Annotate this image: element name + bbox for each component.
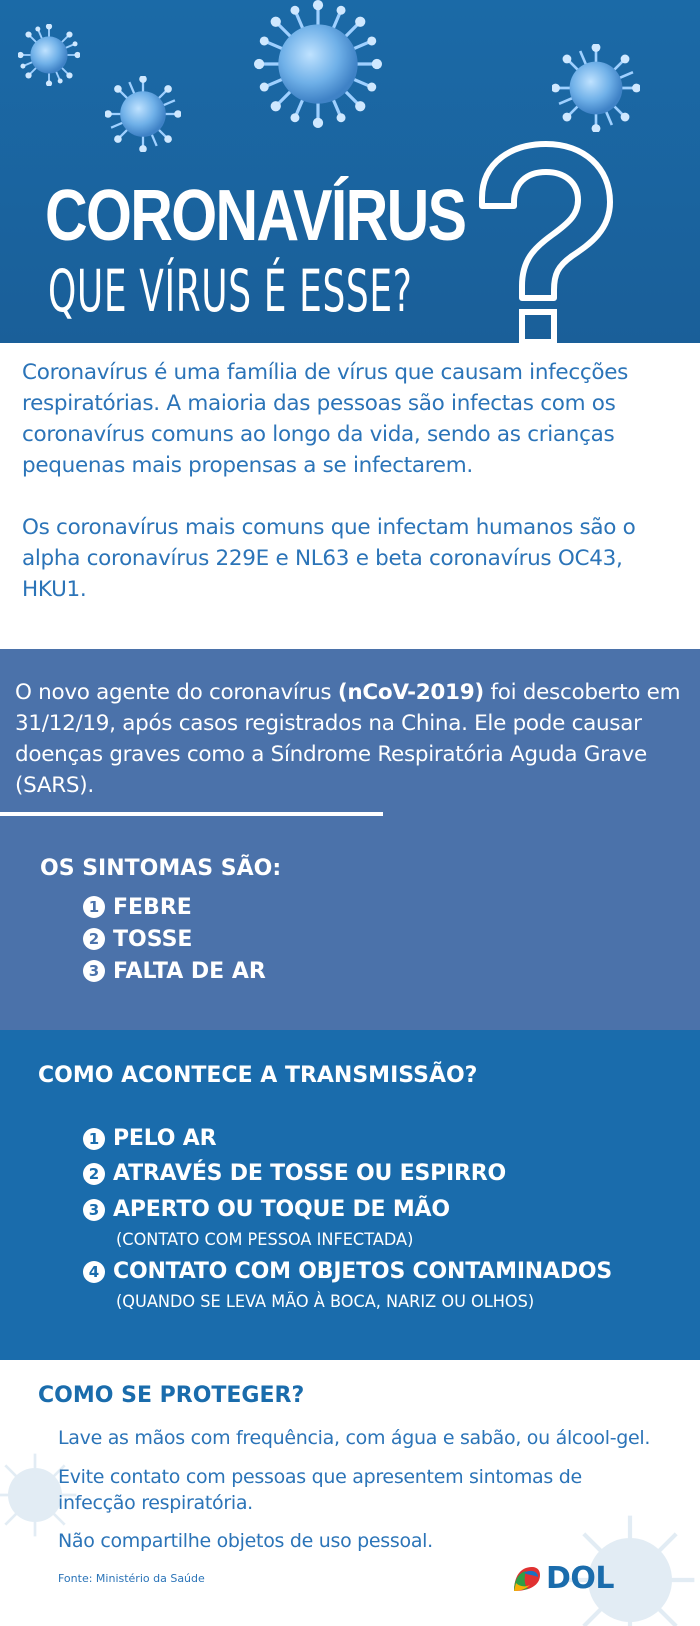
number-badge: 3: [83, 960, 105, 982]
number-badge: 4: [83, 1261, 105, 1283]
intro-section: [0, 343, 700, 649]
divider: [0, 812, 383, 816]
virus-icon: [18, 24, 80, 86]
transmission-label: APERTO OU TOQUE DE MÃO: [113, 1197, 450, 1222]
page-subtitle: QUE VÍRUS É ESSE?: [48, 257, 413, 325]
agent-highlight: (nCoV-2019): [337, 680, 484, 705]
list-item: [83, 1197, 450, 1222]
new-agent-section: [0, 649, 700, 1030]
number-badge: 2: [83, 928, 105, 950]
number-badge: 1: [83, 1128, 105, 1150]
source-note: Fonte: Ministério da Saúde: [58, 1572, 205, 1585]
list-item: [83, 1126, 216, 1151]
virus-icon: [243, 0, 393, 128]
intro-paragraph: Os coronavírus mais comuns que infectam humanos são o alpha coronavírus 229E e NL63 e beta coronavírus OC43, HKU1.: [22, 515, 636, 602]
transmission-section: [0, 1030, 700, 1360]
page-title: CORONAVÍRUS: [45, 176, 466, 256]
agent-text-before: O novo agente do coronavírus: [15, 680, 338, 705]
protect-tip: Evite contato com pessoas que apresentem sintomas de infecção respiratória.: [58, 1466, 582, 1514]
dol-logo: [510, 1561, 614, 1596]
agent-text-after: foi descoberto em 31/12/19, após casos registrados na China. Ele pode causar doenças graves como a Síndrome Respiratória Aguda Grave (SARS).: [15, 680, 681, 798]
virus-icon: [105, 76, 181, 152]
list-item: [83, 891, 266, 923]
dol-logo-icon: [510, 1563, 542, 1595]
transmission-note: (QUANDO SE LEVA MÃO À BOCA, NARIZ OU OLHOS): [116, 1292, 535, 1312]
new-agent-text: [15, 677, 695, 801]
list-item: [83, 1259, 612, 1284]
protect-section: [0, 1360, 700, 1626]
number-badge: 3: [83, 1199, 105, 1221]
protect-title: COMO SE PROTEGER?: [38, 1383, 305, 1408]
protect-tip: Não compartilhe objetos de uso pessoal.: [58, 1530, 433, 1552]
symptom-label: FALTA DE AR: [113, 958, 266, 984]
transmission-title: COMO ACONTECE A TRANSMISSÃO?: [38, 1063, 478, 1088]
virus-icon: [552, 44, 640, 132]
symptom-label: TOSSE: [113, 926, 193, 952]
number-badge: 1: [83, 896, 105, 918]
transmission-label: PELO AR: [113, 1126, 217, 1151]
protect-tip: Lave as mãos com frequência, com água e sabão, ou álcool-gel.: [58, 1427, 651, 1449]
symptoms-list: [83, 891, 266, 987]
transmission-label: CONTATO COM OBJETOS CONTAMINADOS: [113, 1259, 613, 1284]
number-badge: 2: [83, 1163, 105, 1185]
symptom-label: FEBRE: [113, 894, 192, 920]
list-item: [83, 923, 266, 955]
question-mark-icon: [470, 140, 620, 343]
intro-paragraph: Coronavírus é uma família de vírus que causam infecções respiratórias. A maioria das pessoas são infectas com os coronavírus comuns ao longo da vida, sendo as crianças pequenas mais propensas a se infectarem.: [22, 360, 629, 478]
symptoms-title: OS SINTOMAS SÃO:: [40, 856, 282, 881]
list-item: [83, 1161, 506, 1186]
transmission-label: ATRAVÉS DE TOSSE OU ESPIRRO: [113, 1161, 506, 1186]
list-item: [83, 955, 266, 987]
dol-logo-text: DOL: [546, 1561, 615, 1596]
transmission-note: (CONTATO COM PESSOA INFECTADA): [116, 1230, 414, 1250]
header-banner: [0, 0, 700, 343]
